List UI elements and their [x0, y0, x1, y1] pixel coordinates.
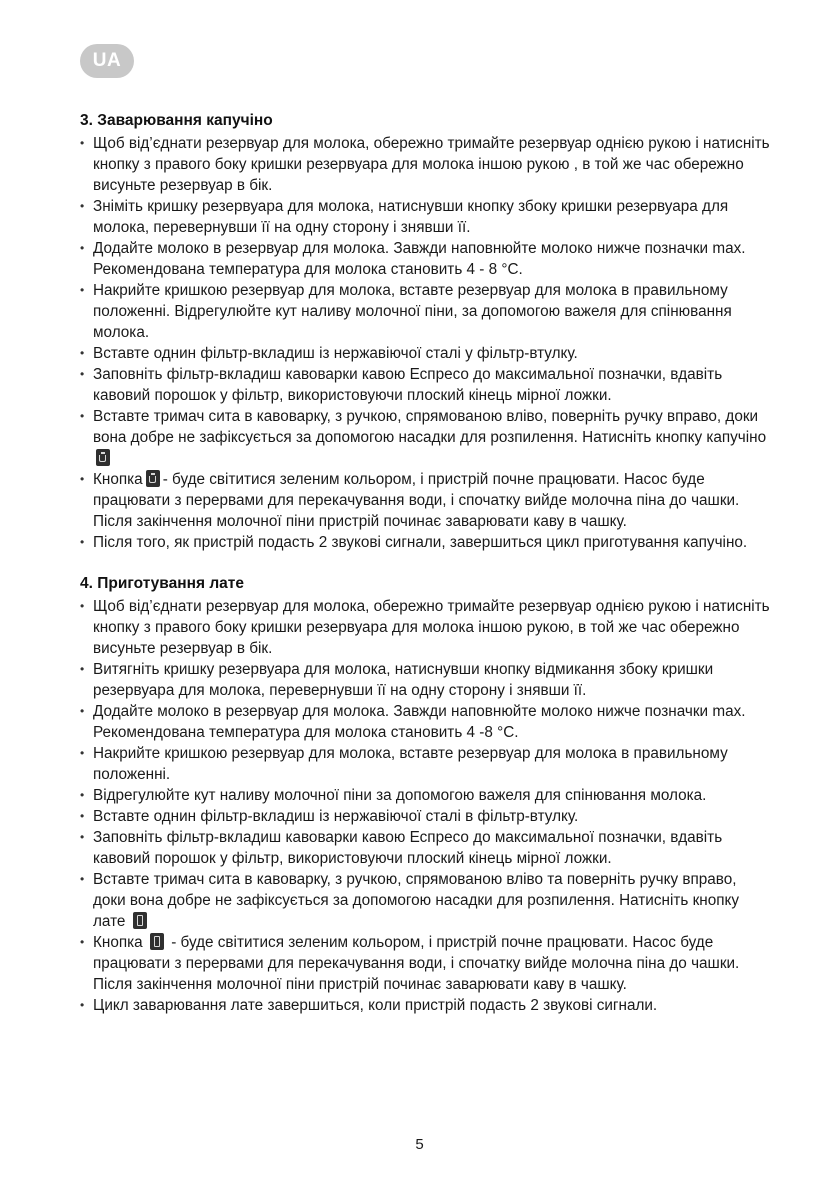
cappuccino-button-icon: [96, 449, 110, 466]
list-item: • Накрийте кришкою резервуар для молока, вставте резервуар для молока в правильному положенні.: [80, 743, 770, 785]
latte-button-icon: [150, 933, 164, 950]
list-item: • Щоб від’єднати резервуар для молока, обережно тримайте резервуар однією рукою і натисніть кнопку з правого боку кришки резервуара для молока іншою рукою, в той же час обережно висуньте резервуар в бік.: [80, 596, 770, 659]
list-item-text: Кнопка: [93, 934, 143, 951]
list-item: [80, 406, 770, 469]
bullet-list-latte: [80, 596, 770, 1016]
list-item: • Цикл заварювання лате завершиться, коли пристрій подасть 2 звукові сигнали.: [80, 995, 770, 1016]
list-item-text: - буде світитися зеленим кольором, і пристрій почне працювати. Насос буде працювати з перервами для перекачування води, і спочатку вийде молочна піна до чашки. Після закінчення молочної піни пристрій починає заварювати каву в чашку.: [93, 471, 740, 530]
list-item-text: - буде світитися зеленим кольором, і пристрій почне працювати. Насос буде працювати з перервами для перекачування води, і спочатку вийде молочна піна до чашки. Після закінчення молочної піни пристрій починає заварювати каву в чашку.: [93, 934, 740, 993]
list-item: • Заповніть фільтр-вкладиш кавоварки кавою Еспресо до максимальної позначки, вдавіть кавовий порошок у фільтр, використовуючи плоский кінець мірної ложки.: [80, 364, 770, 406]
list-item-text: Кнопка: [93, 471, 143, 488]
list-item: • Відрегулюйте кут наливу молочної піни за допомогою важеля для спінювання молока.: [80, 785, 770, 806]
section-title-latte: 4. Приготування лате: [80, 575, 244, 592]
cappuccino-button-icon: [146, 470, 160, 487]
list-item: • Щоб від’єднати резервуар для молока, обережно тримайте резервуар однією рукою і натисніть кнопку з правого боку кришки резервуара для молока іншою рукою , в той же час обережно висуньте резервуар в бік.: [80, 133, 770, 196]
list-item: • Після того, як пристрій подасть 2 звукові сигнали, завершиться цикл приготування капучіно.: [80, 532, 770, 553]
list-item: • Додайте молоко в резервуар для молока. Завжди наповнюйте молоко нижче позначки max. Рекомендована температура для молока становить 4 -8 °C.: [80, 701, 770, 743]
section-title-cappuccino: 3. Заварювання капучіно: [80, 112, 273, 129]
list-item-text: Вставте тримач сита в кавоварку, з ручкою, спрямованою вліво, поверніть ручку вправо, доки вона добре не зафіксується за допомогою насадки для розпилення. Натисніть кнопку капучіно: [93, 408, 767, 446]
list-item: • Зніміть кришку резервуара для молока, натиснувши кнопку збоку кришки резервуара для молока, перевернувши її на одну сторону і знявши її.: [80, 196, 770, 238]
list-item-text: Вставте тримач сита в кавоварку, з ручкою, спрямованою вліво та поверніть ручку вправо, доки вона добре не зафіксується за допомогою насадки для розпилення. Натисніть кнопку лате: [93, 871, 740, 930]
list-item: [80, 469, 770, 532]
document-body: [80, 110, 770, 1036]
bullet-list-cappuccino: [80, 133, 770, 553]
list-item: • Вставте однин фільтр-вкладиш із нержавіючої сталі у фільтр-втулку.: [80, 343, 770, 364]
latte-button-icon: [133, 912, 147, 929]
list-item: • Накрийте кришкою резервуар для молока, вставте резервуар для молока в правильному положенні. Відрегулюйте кут наливу молочної піни, за допомогою важеля для спінювання молока.: [80, 280, 770, 343]
page-number: 5: [415, 1136, 424, 1153]
section-latte: [80, 573, 770, 1016]
list-item: • Витягніть кришку резервуара для молока, натиснувши кнопку відмикання збоку кришки резервуара для молока, перевернувши її на одну сторону і знявши її.: [80, 659, 770, 701]
list-item: • Додайте молоко в резервуар для молока. Завжди наповнюйте молоко нижче позначки max. Рекомендована температура для молока становить 4 - 8 °C.: [80, 238, 770, 280]
list-item: • Вставте однин фільтр-вкладиш із нержавіючої сталі в фільтр-втулку.: [80, 806, 770, 827]
list-item: [80, 932, 770, 995]
language-badge: UA: [80, 44, 134, 78]
list-item: • Заповніть фільтр-вкладиш кавоварки кавою Еспресо до максимальної позначки, вдавіть кавовий порошок у фільтр, використовуючи плоский кінець мірної ложки.: [80, 827, 770, 869]
section-cappuccino: [80, 110, 770, 553]
list-item: [80, 869, 770, 932]
